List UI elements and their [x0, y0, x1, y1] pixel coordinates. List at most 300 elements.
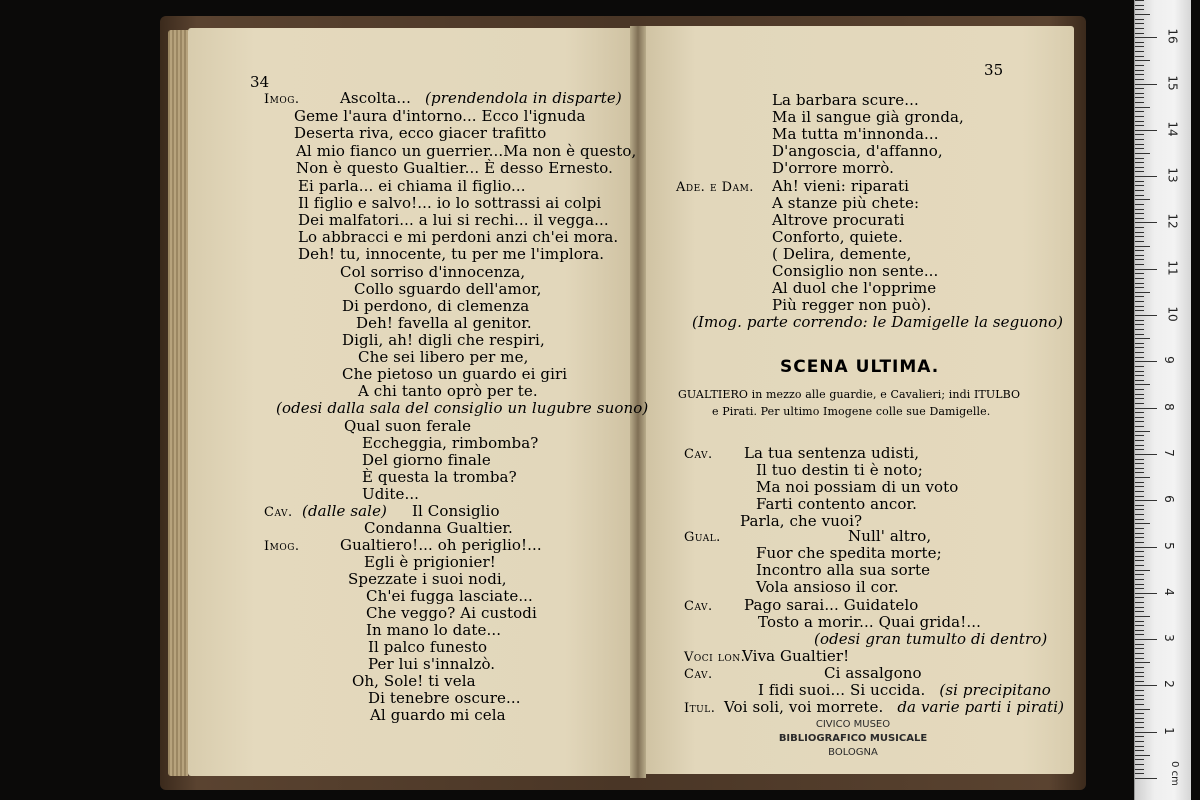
ruler-tick	[1135, 412, 1144, 413]
verse-line	[362, 486, 419, 503]
speaker-name: Cav.	[684, 667, 713, 682]
verse-text: Deh! favella al genitor.	[356, 314, 532, 332]
ruler-tick	[1135, 153, 1150, 154]
verse-text: Eccheggia, rimbomba?	[362, 434, 539, 452]
verse-line	[356, 315, 532, 332]
ruler-tick	[1135, 621, 1144, 622]
ruler-tick	[1135, 472, 1144, 473]
verse-text: Del giorno finale	[362, 451, 491, 469]
verse-line	[296, 143, 636, 160]
speaker-name: Cav.	[264, 505, 293, 520]
library-stamp	[778, 718, 928, 760]
ruler-tick	[1135, 134, 1144, 135]
verse-line	[758, 682, 1051, 699]
ruler-tick	[1135, 190, 1144, 191]
verse-text: È questa la tromba?	[362, 468, 517, 486]
verse-line	[298, 212, 609, 229]
ruler-tick	[1135, 556, 1144, 557]
ruler-tick	[1135, 755, 1150, 756]
verse-text: Consiglio non sente...	[772, 262, 939, 280]
ruler-tick	[1135, 218, 1144, 219]
ruler-tick	[1135, 746, 1144, 747]
ruler-tick	[1135, 250, 1144, 251]
verse-line	[756, 545, 942, 562]
ruler-tick	[1135, 222, 1157, 223]
ruler-tick	[1135, 352, 1144, 353]
ruler-tick	[1135, 384, 1150, 385]
verse-line	[756, 496, 917, 513]
verse-line	[772, 229, 903, 246]
verse-text: A stanze più chete:	[772, 194, 920, 212]
ruler-tick	[1135, 79, 1144, 80]
verse-text: Ah! vieni: riparati	[772, 177, 910, 195]
ruler-tick	[1135, 662, 1150, 663]
verse-line	[294, 108, 586, 125]
ruler-tick	[1135, 445, 1144, 446]
page-number-left: 34	[250, 73, 270, 91]
ruler-tick	[1135, 287, 1144, 288]
ruler-tick	[1135, 736, 1144, 737]
ruler-tick	[1135, 357, 1144, 358]
ruler-tick	[1135, 199, 1150, 200]
ruler-tick	[1135, 171, 1144, 172]
ruler-tick	[1135, 769, 1144, 770]
ruler-tick	[1135, 713, 1144, 714]
verse-line	[370, 707, 506, 724]
ruler-tick	[1135, 259, 1144, 260]
verse-text: Spezzate i suoi nodi,	[348, 570, 507, 588]
ruler-tick	[1135, 334, 1144, 335]
ruler-tick	[1135, 255, 1144, 256]
ruler-tick	[1135, 324, 1144, 325]
ruler-tick	[1135, 528, 1144, 529]
ruler-tick	[1135, 125, 1144, 126]
verse-text: Digli, ah! digli che respiri,	[342, 331, 545, 349]
ruler-tick	[1135, 630, 1144, 631]
verse-line	[772, 195, 919, 212]
ruler-tick	[1135, 722, 1144, 723]
ruler-tick	[1135, 491, 1144, 492]
ruler-tick	[1135, 111, 1144, 112]
stage-note: (Imog. parte correndo: le Damigelle la seguono)	[692, 313, 1064, 331]
verse-line	[756, 562, 930, 579]
ruler-tick	[1135, 463, 1144, 464]
verse-text: Di perdono, di clemenza	[342, 297, 530, 315]
verse-text: La tua sentenza udisti,	[744, 444, 920, 462]
ruler-tick	[1135, 644, 1144, 645]
ruler-tick	[1135, 14, 1150, 15]
ruler-tick	[1135, 283, 1144, 284]
speaker-name: Itul.	[684, 701, 716, 716]
ruler-tick	[1135, 139, 1144, 140]
ruler-tick	[1135, 185, 1144, 186]
verse-line	[298, 178, 526, 195]
ruler-tick	[1135, 505, 1144, 506]
ruler-tick	[1135, 232, 1144, 233]
ruler-number: 3	[1161, 634, 1176, 642]
verse-line	[772, 280, 936, 297]
ruler-tick	[1135, 236, 1144, 237]
ruler-tick	[1135, 611, 1144, 612]
verse-text: Dei malfatori... a lui si rechi... il vegga...	[298, 211, 609, 229]
ruler-tick	[1135, 46, 1144, 47]
verse-text: Il tuo destin ti è noto;	[756, 461, 923, 479]
ruler-tick	[1135, 42, 1144, 43]
verse-line	[772, 297, 931, 314]
ruler-tick	[1135, 315, 1157, 316]
ruler-tick	[1135, 361, 1157, 362]
verse-text: Ma il sangue già gronda,	[772, 108, 964, 126]
ruler-tick	[1135, 699, 1144, 700]
ruler-tick	[1135, 519, 1144, 520]
verse-line	[296, 160, 613, 177]
ruler-tick	[1135, 482, 1144, 483]
stage-direction-line-2: e Pirati. Per ultimo Imogene colle sue Damigelle.	[712, 405, 991, 418]
ruler-tick	[1135, 347, 1144, 348]
stamp-line-3: BOLOGNA	[828, 747, 878, 758]
speaker-name: Gual.	[684, 530, 721, 545]
verse-line	[264, 90, 622, 108]
ruler-tick	[1135, 121, 1144, 122]
ruler-tick	[1135, 542, 1144, 543]
ruler-unit: 0 cm	[1168, 761, 1180, 786]
ruler-tick	[1135, 273, 1144, 274]
ruler-tick	[1135, 459, 1144, 460]
verse-text: A chi tanto oprò per te.	[358, 382, 538, 400]
verse-line	[358, 349, 528, 366]
verse-line	[344, 418, 471, 435]
ruler-tick	[1135, 477, 1150, 478]
verse-line	[368, 656, 495, 673]
ruler-tick	[1135, 23, 1144, 24]
verse-line	[772, 92, 919, 109]
ruler-tick	[1135, 602, 1144, 603]
verse-text: Che sei libero per me,	[358, 348, 529, 366]
ruler-tick	[1135, 759, 1144, 760]
ruler-tick	[1135, 269, 1157, 270]
ruler-number: 4	[1161, 587, 1176, 596]
verse-line	[772, 109, 964, 126]
stage-note: (prendendola in disparte)	[425, 89, 622, 107]
ruler-tick	[1135, 389, 1144, 390]
verse-text: Geme l'aura d'intorno... Ecco l'ignuda	[294, 107, 586, 125]
ruler-tick	[1135, 33, 1144, 34]
ruler-tick	[1135, 195, 1144, 196]
ruler-tick	[1135, 732, 1157, 733]
ruler-tick	[1135, 431, 1150, 432]
ruler-tick	[1135, 681, 1144, 682]
stage-direction-line-1: GUALTIERO in mezzo alle guardie, e Cavalieri; indi ITULBO	[678, 388, 1021, 401]
verse-line	[684, 699, 1064, 717]
verse-text: Gualtiero!... oh periglio!...	[340, 536, 542, 554]
ruler-tick	[1135, 514, 1144, 515]
verse-line	[772, 212, 904, 229]
verse-line	[366, 588, 533, 605]
ruler-tick	[1135, 500, 1157, 501]
verse-text: Incontro alla sua sorte	[756, 561, 931, 579]
ruler-tick	[1135, 704, 1144, 705]
ruler-tick	[1135, 88, 1144, 89]
ruler-tick	[1135, 672, 1144, 673]
ruler-tick	[1135, 130, 1157, 131]
ruler-tick	[1135, 727, 1144, 728]
verse-line	[756, 579, 899, 596]
ruler-tick	[1135, 246, 1150, 247]
ruler-number: 7	[1161, 449, 1176, 457]
verse-text: Udite...	[362, 485, 420, 503]
verse-text: Ascolta...	[340, 89, 412, 107]
ruler-tick	[1135, 144, 1144, 145]
stamp-line-1: CIVICO MUSEO	[815, 719, 891, 730]
ruler-tick	[1135, 565, 1144, 566]
ruler-tick	[1135, 107, 1150, 108]
ruler-tick	[1135, 51, 1144, 52]
verse-text: Deh! tu, innocente, tu per me l'implora.	[298, 245, 605, 263]
verse-line	[758, 614, 981, 631]
ruler-tick	[1135, 718, 1144, 719]
ruler-tick	[1135, 148, 1144, 149]
verse-text: Ci assalgono	[824, 664, 922, 682]
verse-text: Vola ansioso il cor.	[756, 578, 899, 596]
ruler-tick	[1135, 537, 1144, 538]
verse-line	[772, 143, 943, 160]
speaker-name: Imog.	[264, 539, 300, 554]
ruler-tick	[1135, 371, 1144, 372]
verse-text: Non è questo Gualtier... È desso Ernesto.	[296, 159, 613, 177]
ruler-tick	[1135, 28, 1144, 29]
ruler-tick	[1135, 440, 1144, 441]
verse-text: Oh, Sole! ti vela	[352, 672, 476, 690]
ruler-tick	[1135, 296, 1144, 297]
ruler-tick	[1135, 343, 1144, 344]
ruler-tick	[1135, 181, 1144, 182]
verse-text: Il figlio e salvo!... io lo sottrassi ai colpi	[298, 194, 602, 212]
verse-text: Fuor che spedita morte;	[756, 544, 942, 562]
verse-text: Il Consiglio	[412, 502, 500, 520]
verse-text: Più regger non può).	[772, 296, 932, 314]
verse-line	[362, 469, 517, 486]
ruler-tick	[1135, 56, 1144, 57]
ruler-tick	[1135, 162, 1144, 163]
verse-line	[342, 332, 545, 349]
ruler-tick	[1135, 560, 1144, 561]
ruler-tick	[1135, 764, 1144, 765]
scene-title: SCENA ULTIMA.	[780, 357, 940, 377]
ruler-tick	[1135, 70, 1144, 71]
verse-line	[814, 631, 1047, 648]
ruler-tick	[1135, 158, 1144, 159]
verse-line	[368, 690, 521, 707]
ruler-tick	[1135, 509, 1144, 510]
ruler-tick	[1135, 584, 1144, 585]
verse-line	[692, 314, 1063, 331]
verse-text: In mano lo date...	[366, 621, 502, 639]
ruler-tick	[1135, 551, 1144, 552]
verse-text: Di tenebre oscure...	[368, 689, 521, 707]
ruler-tick	[1135, 329, 1144, 330]
verse-text: Egli è prigionier!	[364, 553, 496, 571]
verse-text: Farti contento ancor.	[756, 495, 918, 513]
ruler-tick	[1135, 574, 1144, 575]
verse-text: Deserta riva, ecco giacer trafitto	[294, 124, 547, 142]
verse-line	[756, 462, 923, 479]
verse-line	[362, 452, 491, 469]
ruler-tick	[1135, 658, 1144, 659]
verse-text: Lo abbracci e mi perdoni anzi ch'ei mora.	[298, 228, 619, 246]
ruler-number: 2	[1161, 680, 1176, 689]
ruler-tick	[1135, 37, 1157, 38]
stage-note: da varie parti i pirati)	[897, 698, 1065, 716]
ruler-tick	[1135, 116, 1144, 117]
verse-line	[756, 479, 958, 496]
ruler-tick	[1135, 449, 1144, 450]
ruler-number: 13	[1165, 167, 1180, 183]
stage-note: (si precipitano	[939, 681, 1051, 699]
ruler-tick	[1135, 209, 1144, 210]
measuring-ruler	[1134, 0, 1191, 800]
verse-line	[364, 554, 496, 571]
ruler-tick	[1135, 435, 1144, 436]
page-edges	[168, 30, 188, 776]
verse-text: Il palco funesto	[368, 638, 488, 656]
ruler-number: 9	[1161, 356, 1176, 365]
ruler-tick	[1135, 84, 1157, 85]
ruler-tick	[1135, 648, 1144, 649]
speaker-name: Ade. e Dam.	[676, 180, 754, 195]
ruler-tick	[1135, 60, 1150, 61]
ruler-tick	[1135, 278, 1144, 279]
verse-text: Al guardo mi cela	[370, 706, 506, 724]
ruler-tick	[1135, 9, 1144, 10]
verse-text: Qual suon ferale	[344, 417, 472, 435]
verse-text: Conforto, quiete.	[772, 228, 903, 246]
ruler-number: 16	[1165, 28, 1180, 44]
verse-line	[294, 125, 546, 142]
page-number-right: 35	[984, 61, 1004, 79]
ruler-tick	[1135, 468, 1144, 469]
verse-line	[368, 639, 487, 656]
ruler-tick	[1135, 709, 1150, 710]
verse-text: Viva Gualtier!	[742, 647, 850, 665]
verse-text: ( Delira, demente,	[772, 245, 912, 263]
ruler-tick	[1135, 695, 1144, 696]
ruler-tick	[1135, 417, 1144, 418]
verse-line	[298, 195, 601, 212]
verse-line	[298, 229, 618, 246]
verse-text: Che pietoso un guardo ei giri	[342, 365, 568, 383]
ruler-number: 12	[1165, 213, 1180, 230]
verse-line	[342, 366, 567, 383]
verse-line	[772, 160, 894, 177]
ruler-tick	[1135, 74, 1144, 75]
ruler-tick	[1135, 750, 1144, 751]
ruler-tick	[1135, 639, 1157, 640]
verse-line	[358, 383, 538, 400]
speaker-name: Cav.	[684, 599, 713, 614]
ruler-tick	[1135, 607, 1144, 608]
ruler-tick	[1135, 588, 1144, 589]
ruler-tick	[1135, 634, 1144, 635]
ruler-tick	[1135, 523, 1150, 524]
ruler-tick	[1135, 301, 1144, 302]
ruler-tick	[1135, 213, 1144, 214]
ruler-tick	[1135, 292, 1150, 293]
ruler-tick	[1135, 667, 1144, 668]
stage-note: (odesi gran tumulto di dentro)	[814, 630, 1048, 648]
ruler-tick	[1135, 366, 1144, 367]
ruler-tick	[1135, 310, 1144, 311]
verse-line	[276, 400, 648, 417]
ruler-tick	[1135, 102, 1144, 103]
ruler-tick	[1135, 426, 1144, 427]
verse-text: Ma noi possiam di un voto	[756, 478, 959, 496]
ruler-tick	[1135, 454, 1157, 455]
ruler-tick	[1135, 320, 1144, 321]
verse-text: I fidi suoi... Si uccida.	[758, 681, 926, 699]
speaker-name: Voci lon.	[684, 650, 746, 665]
ruler-tick	[1135, 653, 1144, 654]
verse-text: Null' altro,	[848, 527, 932, 545]
verse-text: Che veggo? Ai custodi	[366, 604, 537, 622]
verse-text: Condanna Gualtier.	[364, 519, 513, 537]
verse-text: Al duol che l'opprime	[772, 279, 937, 297]
verse-text: Tosto a morir... Quai grida!...	[758, 613, 981, 631]
ruler-tick	[1135, 403, 1144, 404]
ruler-tick	[1135, 93, 1144, 94]
ruler-number: 11	[1165, 260, 1180, 276]
ruler-number: 5	[1161, 541, 1176, 550]
ruler-tick	[1135, 380, 1144, 381]
ruler-tick	[1135, 227, 1144, 228]
ruler-tick	[1135, 338, 1150, 339]
ruler-tick	[1135, 685, 1157, 686]
verse-line	[342, 298, 529, 315]
verse-line	[298, 246, 604, 263]
verse-text: Ei parla... ei chiama il figlio...	[298, 177, 526, 195]
verse-line	[772, 126, 939, 143]
ruler-tick	[1135, 264, 1144, 265]
verse-text: Voi soli, voi morrete.	[724, 698, 884, 716]
verse-text: D'angoscia, d'affanno,	[772, 142, 943, 160]
ruler-number: 8	[1161, 402, 1176, 411]
ruler-tick	[1135, 306, 1144, 307]
verse-line	[362, 435, 538, 452]
verse-text: Ma tutta m'innonda...	[772, 125, 939, 143]
ruler-tick	[1135, 690, 1144, 691]
ruler-tick	[1135, 5, 1144, 6]
verse-text: Parla, che vuoi?	[740, 512, 863, 530]
verse-text: Ch'ei fugga lasciate...	[366, 587, 533, 605]
ruler-tick	[1135, 773, 1144, 774]
stage-note: (dalle sale)	[302, 502, 388, 520]
ruler-tick	[1135, 97, 1144, 98]
verse-text: Altrove procurati	[772, 211, 905, 229]
ruler-tick	[1135, 597, 1144, 598]
speaker-name: Cav.	[684, 447, 713, 462]
ruler-tick	[1135, 241, 1144, 242]
verse-text: D'orrore morrò.	[772, 159, 894, 177]
verse-line	[364, 520, 513, 537]
verse-line	[352, 673, 476, 690]
ruler-tick	[1135, 408, 1157, 409]
verse-line	[340, 264, 525, 281]
ruler-tick	[1135, 570, 1150, 571]
ruler-tick	[1135, 375, 1144, 376]
ruler-tick	[1135, 496, 1144, 497]
ruler-tick	[1135, 0, 1144, 1]
verse-text: Al mio fianco un guerrier...Ma non è questo,	[296, 142, 637, 160]
stage-note: (odesi dalla sala del consiglio un lugubre suono)	[276, 399, 649, 417]
